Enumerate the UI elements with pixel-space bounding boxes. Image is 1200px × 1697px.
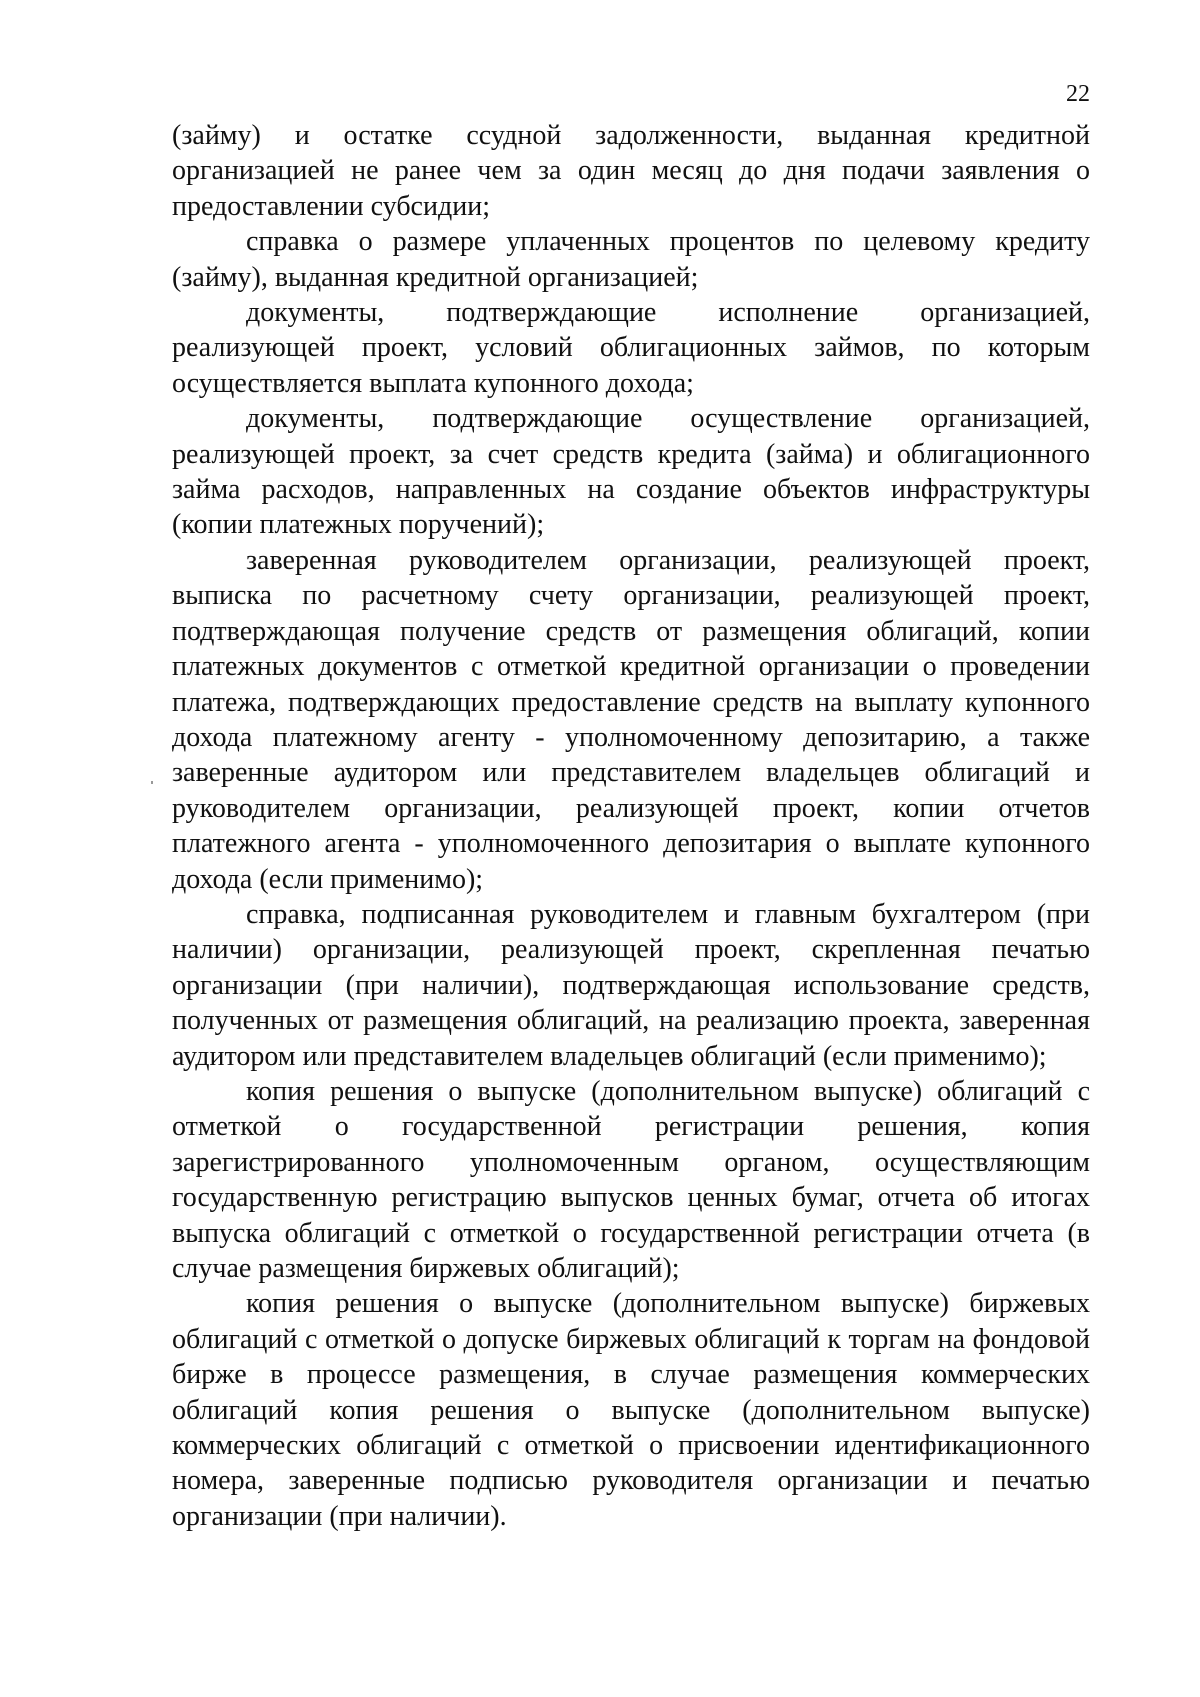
paragraph-exchange-bonds-decision: копия решения о выпуске (дополнительном выпуске) биржевых облигаций с отметкой о допуске биржевых облигаций к торгам на фондовой бирже в процессе размещения, в случае размещения коммерческих облигаций копия решения о выпуске (дополнительном выпуске) коммерческих облигаций с отметкой о присвоении идентификационного номера, заверенные подписью руководителя организации и печатью организации (при наличии). — [172, 1288, 1090, 1532]
scan-speck — [151, 781, 153, 784]
paragraph-interest-certificate: справка о размере уплаченных процентов по целевому кредиту (займу), выданная кредитной организацией; — [172, 226, 1090, 293]
paragraph-infrastructure-expenses: документы, подтверждающие осуществление организацией, реализующей проект, за счет средств кредита (займа) и облигационного займа расходов, направленных на создание объектов инфраструктуры (копии платежных поручений); — [172, 403, 1090, 541]
page-number: 22 — [1066, 81, 1090, 107]
paragraph-bond-issue-decision: копия решения о выпуске (дополнительном выпуске) облигаций с отметкой о государственной регистрации решения, копия зарегистрированного уполномоченным органом, осуществляющим государственную регистрацию выпусков ценных бумаг, отчета об итогах выпуска облигаций с отметкой о государственной регистрации отчета (в случае размещения биржевых облигаций); — [172, 1075, 1090, 1284]
paragraph-funds-usage-certificate: справка, подписанная руководителем и главным бухгалтером (при наличии) организации, реализующей проект, скрепленная печатью организации (при наличии), подтверждающая использование средств, полученных от размещения облигаций, на реализацию проекта, заверенная аудитором или представителем владельцев облигаций (если применимо); — [172, 898, 1090, 1072]
paragraph-account-statement: заверенная руководителем организации, реализующей проект, выписка по расчетному счету организации, реализующей проект, подтверждающая получение средств от размещения облигаций, копии платежных документов с отметкой кредитной организации о проведении платежа, подтверждающих предоставление средств на выплату купонного дохода платежному агенту - уполномоченному депозитарию, а также заверенные аудитором или представителем владельцев облигаций и руководителем организации, реализующей проект, копии отчетов платежного агента - уполномоченного депозитария о выплате купонного дохода (если применимо); — [172, 544, 1090, 895]
paragraph-bond-terms-documents: документы, подтверждающие исполнение организацией, реализующей проект, условий облигационных займов, по которым осуществляется выплата купонного дохода; — [172, 297, 1090, 399]
document-body — [172, 118, 1090, 1534]
paragraph-continuation: (займу) и остатке ссудной задолженности, выданная кредитной организацией не ранее чем за один месяц до дня подачи заявления о предоставлении субсидии; — [172, 120, 1090, 222]
